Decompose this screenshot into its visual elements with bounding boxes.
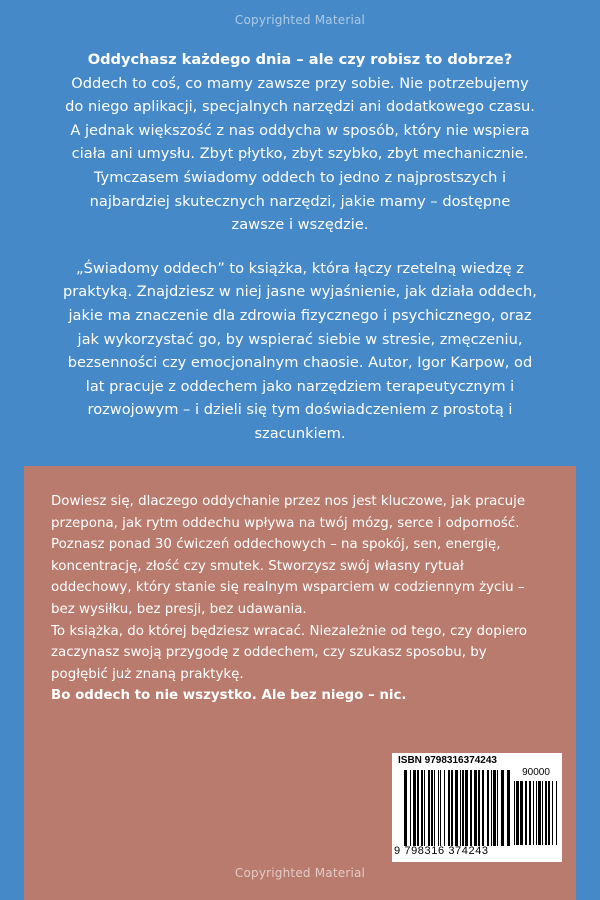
barcode-bar <box>421 770 423 846</box>
barcode-bar <box>444 770 445 846</box>
barcode-bar <box>455 770 458 846</box>
copyright-watermark-bottom: Copyrighted Material <box>234 866 366 880</box>
barcode-bar <box>424 770 425 846</box>
text-line: To książka, do której będziesz wracać. Niezależnie od tego, czy dopiero <box>51 623 528 639</box>
text-line: ciała ani umysłu. Zbyt płytko, zbyt szybko, zbyt mechanicznie. <box>71 145 529 163</box>
text-line: pogłębić już znaną praktykę. <box>51 666 244 682</box>
isbn-label: ISBN 9798316374243 <box>398 755 497 766</box>
text-line: zawsze i wszędzie. <box>231 216 369 234</box>
text-line: Oddech to coś, co mamy zawsze przy sobie. Nie potrzebujemy <box>71 74 529 92</box>
barcode-bar <box>542 781 543 845</box>
text-line: jak wykorzystać go, by wspierać siebie w stresie, zmęczeniu, <box>77 330 523 348</box>
text-line: do niego aplikacji, specjalnych narzędzi ani dodatkowego czasu. <box>65 98 535 116</box>
text-line: lat pracuje z oddechem jako narzędziem terapeutycznym i <box>85 377 515 395</box>
text-line: bez wysiłku, bez presji, bez udawania. <box>51 601 307 617</box>
text-line: najbardziej skutecznych narzędzi, jakie mamy – dostępne <box>89 192 511 210</box>
barcode-bar <box>474 770 477 846</box>
text-line: koncentrację, złość czy smutek. Stworzysz swój własny rytuał <box>51 558 464 574</box>
barcode-bar <box>552 781 553 845</box>
description-panel <box>24 466 576 900</box>
barcode-bars <box>404 770 510 846</box>
barcode-bar <box>538 781 541 845</box>
text-line: szacunkiem. <box>254 424 346 442</box>
text-line: rozwojowym – i dzieli się tym doświadczeniem z prostotą i <box>87 401 513 419</box>
barcode-bar <box>448 770 450 846</box>
barcode-bar <box>548 781 550 845</box>
barcode-bar <box>438 770 439 846</box>
text-line: praktyką. Znajdziesz w niej jasne wyjaśnienie, jak działa oddech, <box>63 283 537 301</box>
barcode-bar <box>482 770 484 846</box>
barcode-box <box>392 753 562 862</box>
barcode-bar <box>520 781 523 845</box>
barcode-bar <box>460 770 461 846</box>
text-line: A jednak większość z nas oddycha w sposób, który nie wspiera <box>70 121 530 139</box>
text-line: zaczynasz swoją przygodę z oddechem, czy szukasz sposobu, by <box>51 645 487 661</box>
barcode-bar <box>440 770 441 846</box>
intro-paragraph-2 <box>0 257 600 446</box>
barcode-bar <box>431 770 433 846</box>
barcode-bar <box>516 781 519 845</box>
barcode-bar <box>434 770 435 846</box>
intro-section <box>0 48 600 446</box>
price-addon-digits: 90000 <box>522 767 550 778</box>
barcode-bar <box>417 770 419 846</box>
paragraph-gap <box>0 237 600 257</box>
barcode-bar <box>487 770 489 846</box>
text-line: „Świadomy oddech” to książka, która łączy rzetelną wiedzę z <box>76 259 524 277</box>
barcode-bar <box>533 781 534 845</box>
barcode-bar <box>507 770 510 846</box>
text-line: oddechowy, który stanie się realnym wsparciem w codziennym życiu – <box>51 580 525 596</box>
barcode-bar <box>545 781 547 845</box>
barcode-bar <box>478 770 480 846</box>
intro-paragraph-1 <box>0 72 600 237</box>
closing-line: Bo oddech to nie wszystko. Ale bez niego – nic. <box>51 688 407 704</box>
barcode-bar <box>501 770 504 846</box>
barcode-bar <box>493 770 496 846</box>
ean-digits: 9 798316 374243 <box>394 845 489 857</box>
barcode-bar <box>451 770 453 846</box>
barcode-bar <box>491 770 492 846</box>
text-line: Tymczasem świadomy oddech to jedno z najprostszych i <box>93 168 507 186</box>
barcode-bar <box>497 770 498 846</box>
barcode-bar <box>465 770 468 846</box>
barcode-bar <box>410 770 411 846</box>
barcode-bar <box>428 770 430 846</box>
text-line: jakie ma znaczenie dla zdrowia fizycznego i psychicznego, oraz <box>68 306 532 324</box>
barcode-bar <box>404 770 407 846</box>
copyright-watermark-top: Copyrighted Material <box>234 13 366 27</box>
text-line: bezsenności czy emocjonalnym chaosie. Autor, Igor Karpow, od <box>67 354 533 372</box>
text-line: Dowiesz się, dlaczego oddychanie przez nos jest kluczowe, jak pracuje <box>51 494 526 509</box>
barcode-bar <box>462 770 464 846</box>
text-line: Poznasz ponad 30 ćwiczeń oddechowych – na spokój, sen, energię, <box>51 537 501 553</box>
panel-text <box>51 491 561 707</box>
barcode-bar <box>514 781 515 845</box>
barcode-bar <box>536 781 537 845</box>
text-line: przepona, jak rytm oddechu wpływa na twój mózg, serce i odporność. <box>51 515 520 531</box>
intro-headline: Oddychasz każdego dnia – ale czy robisz to dobrze? <box>87 51 513 68</box>
barcode-bar <box>470 770 472 846</box>
barcode-bar <box>529 781 531 845</box>
addon-barcode-bars <box>514 781 558 845</box>
barcode-bar <box>413 770 416 846</box>
barcode-bar <box>525 781 527 845</box>
barcode-bar <box>556 781 557 845</box>
